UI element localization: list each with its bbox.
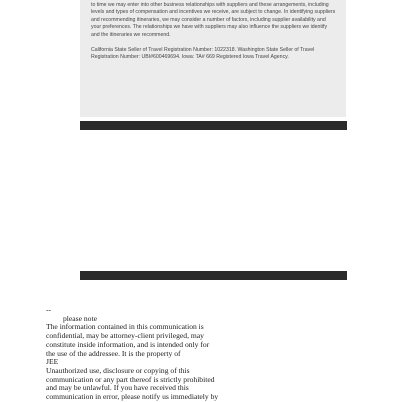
signature-separator: -- [46, 305, 52, 314]
notice-line-company: JEE [46, 357, 59, 367]
notice-line: The information contained in this communication is [46, 322, 204, 332]
notice-line: the use of the addressee. It is the property of [46, 348, 181, 358]
disclosure-paragraph-compensation: to time we may enter into other business relationships with suppliers and these arrangements, including levels and types of compensation and incentives we receive, are subject to change. In identifying suppliers and recommending itineraries, we may consider a number of factors, including supplier availability and your preferences. The relationships we have with suppliers may also influence the suppliers we identify and the itineraries we recommend. [91, 1, 336, 38]
disclosure-paragraph-registration: California State Seller of Travel Registration Number: 1022318. Washington State Seller of Travel Registration Number: UBI#600469694. Iowa: TA# 669 Registered Iowa Travel Agency. [91, 46, 315, 61]
notice-heading: please note [63, 313, 97, 323]
notice-line: confidential, may be attorney-client privileged, may [46, 331, 204, 341]
disclosure-box [80, 0, 346, 117]
notice-line: and may be unlawful. If you have received this [46, 383, 189, 393]
notice-line: communication in error, please notify us immediately by [46, 392, 219, 402]
notice-line: Unauthorized use, disclosure or copying of this [46, 365, 190, 375]
notice-line: communication or any part thereof is strictly prohibited [46, 374, 215, 384]
notice-line: constitute inside information, and is intended only for [46, 339, 210, 349]
confidentiality-notice [46, 306, 236, 402]
redaction-bar-bottom [80, 271, 347, 280]
redaction-bar-top [80, 121, 347, 130]
